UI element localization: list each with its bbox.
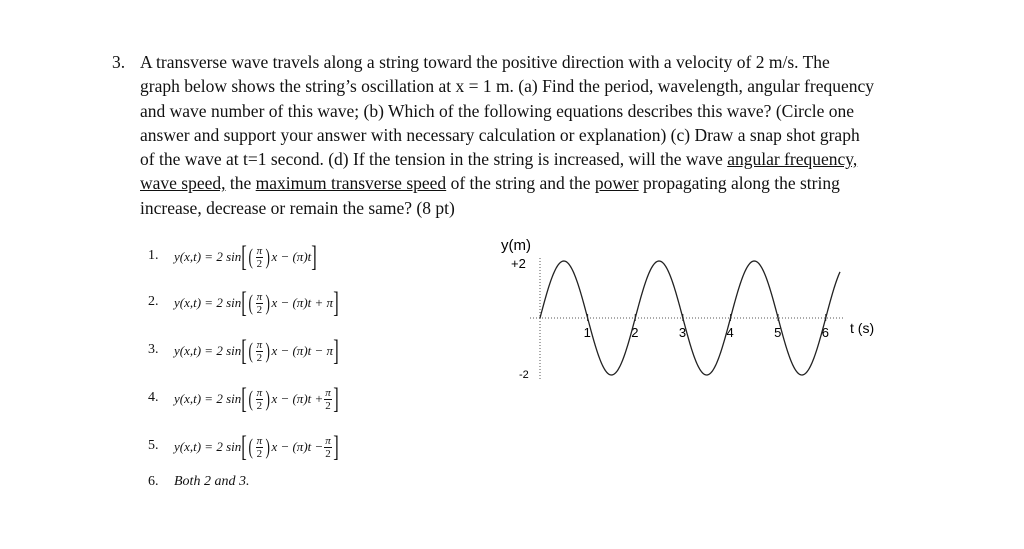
x-tick-label: 6: [821, 325, 829, 340]
oscillation-graph: [495, 230, 915, 390]
underline-angular-frequency: angular frequency,: [727, 149, 858, 170]
paren-open: (: [248, 338, 254, 363]
frac-den: 2: [256, 351, 263, 364]
choice-6-text: Both 2 and 3.: [174, 474, 250, 489]
fraction-pi-over-2: [256, 245, 264, 270]
phase-fraction: [324, 387, 332, 412]
choice-1-number: 1.: [148, 248, 159, 263]
eq-mid: x − (π)t − π: [271, 343, 334, 358]
paren-close: ): [265, 338, 270, 363]
underline-power: power: [594, 173, 639, 194]
question-line-1: A transverse wave travels along a string toward the positive direction with a velocity of 2 m/s. The: [140, 52, 830, 72]
fraction-pi-over-2: [256, 387, 264, 412]
question-line-6: [140, 171, 940, 195]
line6-b: of the string and the: [450, 173, 591, 194]
frac-num: π: [325, 434, 331, 447]
frac-den: 2: [256, 447, 263, 460]
bracket-open: [: [241, 430, 248, 463]
frac-den: 2: [325, 399, 331, 412]
fraction-pi-over-2: [256, 339, 264, 364]
bracket-close: ]: [333, 334, 339, 367]
choice-2-equation: [174, 286, 339, 320]
line6-a: the: [229, 173, 252, 194]
question-line-2: graph below shows the string’s oscillation at x = 1 m. (a) Find the period, wavelength, angular frequency: [140, 76, 875, 97]
question-line-4: answer and support your answer with necessary calculation or explanation) (c) Draw a snap shot graph: [140, 124, 860, 145]
eq-lhs: y(x,t) = 2 sin: [174, 249, 242, 264]
eq-lhs: y(x,t) = 2 sin: [174, 295, 242, 310]
fraction-pi-over-2: [256, 435, 264, 460]
y-tick-bottom: -2: [519, 369, 529, 381]
x-tick-label: 1: [583, 325, 591, 340]
frac-num: π: [256, 434, 263, 447]
eq-lhs: y(x,t) = 2 sin: [174, 391, 242, 406]
frac-num: π: [256, 290, 263, 303]
chart-svg: [495, 230, 915, 390]
paren-close: ): [265, 290, 270, 315]
eq-mid: x − (π)t −: [271, 439, 324, 454]
choice-4-equation: [174, 382, 339, 416]
paren-close: ): [265, 386, 270, 411]
choice-5-equation: [174, 430, 339, 464]
frac-den: 2: [256, 399, 263, 412]
y-tick-top: +2: [511, 256, 526, 271]
question-line-3: and wave number of this wave; (b) Which of the following equations describes this wave? (Circle one: [140, 100, 855, 121]
fraction-pi-over-2: [256, 291, 264, 316]
x-tick-label: 2: [631, 325, 639, 340]
eq-mid: x − (π)t +: [271, 391, 324, 406]
x-tick-label: 5: [774, 325, 782, 340]
bracket-close: ]: [333, 382, 339, 415]
bracket-open: [: [241, 334, 248, 367]
choice-6-number: 6.: [148, 474, 159, 489]
eq-lhs: y(x,t) = 2 sin: [174, 439, 242, 454]
bracket-open: [: [241, 382, 248, 415]
paren-open: (: [248, 434, 254, 459]
paren-close: ): [265, 434, 270, 459]
paren-close: ): [265, 244, 270, 269]
bracket-close: ]: [333, 286, 339, 319]
choice-4-number: 4.: [148, 390, 159, 405]
question-line-5: [140, 147, 940, 171]
line6-c: propagating along the string: [643, 173, 840, 194]
frac-num: π: [256, 386, 263, 399]
underline-wave-speed: wave speed,: [140, 173, 226, 194]
question-text: [140, 50, 940, 220]
eq-mid: x − (π)t: [271, 249, 312, 264]
choice-1-equation: [174, 240, 317, 274]
choice-3-number: 3.: [148, 342, 159, 357]
eq-mid: x − (π)t + π: [271, 295, 334, 310]
frac-den: 2: [325, 447, 331, 460]
paren-open: (: [248, 386, 254, 411]
eq-lhs: y(x,t) = 2 sin: [174, 343, 242, 358]
frac-num: π: [256, 338, 263, 351]
bracket-open: [: [241, 286, 248, 319]
question-number: 3.: [112, 52, 126, 72]
bracket-close: ]: [311, 240, 318, 273]
underline-max-transverse-speed: maximum transverse speed: [255, 173, 447, 194]
paren-open: (: [248, 244, 254, 269]
question-line-7: increase, decrease or remain the same? (8 pt): [140, 197, 455, 218]
frac-den: 2: [256, 303, 263, 316]
paren-open: (: [248, 290, 254, 315]
frac-den: 2: [256, 257, 263, 270]
x-axis-label: t (s): [850, 320, 875, 336]
x-tick-label: 3: [678, 325, 687, 340]
y-axis-label: y(m): [501, 237, 531, 254]
frac-num: π: [256, 244, 263, 257]
bracket-open: [: [241, 240, 248, 273]
x-tick-label: 4: [726, 325, 734, 340]
line5-text: of the wave at t=1 second. (d) If the tension in the string is increased, will the wave: [140, 149, 723, 170]
frac-num: π: [325, 386, 331, 399]
choice-5-number: 5.: [148, 438, 159, 453]
phase-fraction: [324, 435, 332, 460]
choice-2-number: 2.: [148, 294, 159, 309]
choice-3-equation: [174, 334, 339, 368]
bracket-close: ]: [333, 430, 339, 463]
